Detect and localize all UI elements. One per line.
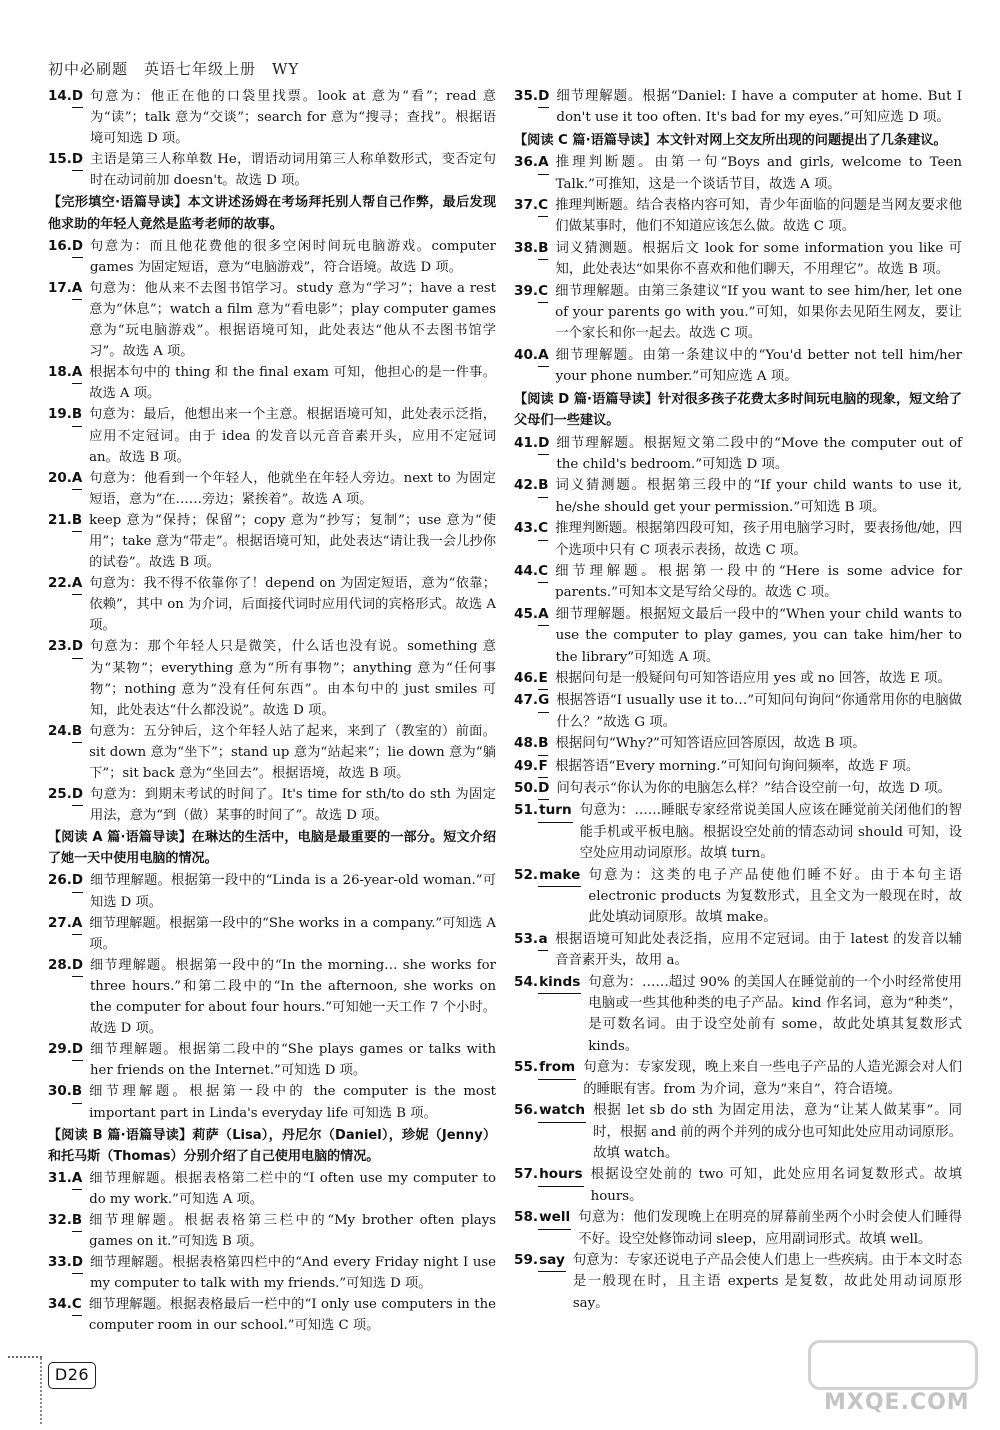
question-number — [514, 733, 555, 755]
answer-item — [48, 913, 496, 955]
answer-item — [514, 1164, 962, 1207]
question-index: 36. — [514, 154, 539, 171]
answer-key: D — [72, 86, 83, 108]
answer-key: D — [72, 1039, 83, 1061]
answer-item — [514, 152, 962, 195]
question-index: 59. — [514, 1251, 539, 1268]
answer-key: from — [538, 1057, 576, 1079]
answer-key: C — [538, 518, 548, 540]
answer-item — [48, 404, 496, 467]
question-number — [48, 1294, 89, 1316]
answer-item — [48, 955, 496, 1039]
left-column — [48, 86, 496, 1337]
question-index: 54. — [514, 973, 539, 990]
explanation-text: 细节理解题。由第一条建议中的“You'd better not tell him/her your phone number.”可知应选 A 项。 — [555, 347, 962, 385]
question-index: 49. — [514, 757, 539, 774]
explanation-text: 推理判断题。由第一句“Boys and girls, welcome to Teen Talk.”可推知，这是一个谈话节目，故选 A 项。 — [555, 155, 962, 192]
question-number — [514, 756, 555, 778]
answer-item — [514, 800, 962, 864]
question-number — [514, 690, 556, 712]
question-index: 39. — [514, 282, 539, 299]
question-number — [514, 865, 588, 887]
explanation-text: 推理判断题。根据第四段可知，孩子用电脑学习时，要表扬他/她，四个选项中只有 C 项表示表扬，故选 C 项。 — [555, 521, 962, 558]
answer-key: D — [72, 636, 83, 658]
answer-key: kinds — [538, 972, 581, 994]
question-number — [48, 86, 90, 108]
question-index: 58. — [514, 1209, 539, 1226]
question-index: 28. — [48, 957, 72, 973]
answer-item — [48, 1210, 496, 1252]
question-index: 43. — [514, 520, 539, 537]
explanation-text: 句意为：……超过 90% 的美国人在睡觉前的一个小时经常使用电脑或一些其他种类的电子产品。kind 作名词，意为“种类”，是可数名词。由于设空处前有 some，故此处填其复数形式 kinds。 — [588, 974, 962, 1054]
question-number — [48, 468, 89, 490]
answer-key: D — [72, 236, 83, 258]
explanation-text: keep 意为“保持；保留”；copy 意为“抄写；复制”；use 意为“使用”；take 意为“带走”。根据语境可知，此处表达“请让我一会儿抄你的试卷”。故选 B 项。 — [89, 512, 496, 571]
answer-key: B — [72, 1210, 82, 1232]
answer-item — [48, 1252, 496, 1294]
explanation-text: 细节理解题。根据表格第二栏中的“I often use my computer to do my work.”可知选 A 项。 — [89, 1170, 496, 1207]
question-index: 20. — [48, 470, 72, 486]
question-number — [514, 561, 555, 583]
answer-item — [514, 433, 962, 476]
question-index: 26. — [48, 873, 72, 889]
answer-key: C — [72, 1294, 82, 1316]
answer-item — [48, 1294, 496, 1336]
question-index: 41. — [514, 434, 539, 451]
answer-item — [48, 278, 496, 362]
question-index: 23. — [48, 639, 72, 655]
question-number — [48, 721, 89, 743]
question-index: 53. — [514, 930, 539, 947]
question-number — [514, 1250, 573, 1272]
question-index: 42. — [514, 477, 539, 494]
question-index: 37. — [514, 197, 539, 214]
question-number — [48, 636, 90, 658]
explanation-text: 根据答语“Every morning.”可知问句询问频率，故选 F 项。 — [555, 758, 920, 774]
question-index: 19. — [48, 407, 72, 423]
question-index: 29. — [48, 1042, 72, 1058]
explanation-text: 根据 let sb do sth 为固定用法，意为“让某人做某事”。同时，根据 and 前的两个并列的成分也可知此处应用动词原形。故填 watch。 — [593, 1103, 962, 1161]
answer-key: B — [72, 721, 82, 743]
question-index: 52. — [514, 866, 539, 883]
explanation-text: 句意为：专家还说电子产品会使人们患上一些疾病。由于本文时态是一般现在时，且主语 experts 是复数，故此处用动词原形 say。 — [572, 1252, 962, 1311]
explanation-text: 主语是第三人称单数 He，谓语动词用第三人称单数形式，变否定句时在动词前加 doesn't。故选 D 项。 — [89, 152, 496, 189]
cut-line-vertical — [40, 1358, 42, 1424]
answer-item — [514, 1207, 962, 1250]
answer-key: make — [538, 865, 581, 887]
question-number — [514, 1207, 578, 1229]
question-number — [48, 404, 89, 426]
answer-key: D — [72, 955, 83, 977]
question-index: 15. — [48, 152, 72, 168]
question-index: 27. — [48, 915, 72, 931]
answer-item — [514, 86, 962, 129]
answer-key: B — [72, 1081, 82, 1103]
book-header: 初中必刷题 英语七年级上册 WY — [48, 60, 300, 78]
question-index: 40. — [514, 346, 539, 363]
question-index: 18. — [48, 365, 72, 381]
answer-item — [48, 149, 496, 191]
answer-item — [48, 870, 496, 912]
answer-key: B — [538, 733, 548, 755]
explanation-text: 细节理解题。根据第一段中的“She works in a company.”可知选 A 项。 — [89, 915, 496, 952]
section-heading: 【阅读 C 篇·语篇导读】本文针对网上交友所出现的问题提出了几条建议。 — [514, 132, 947, 148]
answer-key: well — [538, 1207, 571, 1229]
answer-item — [514, 561, 962, 604]
answer-item — [514, 604, 962, 668]
answer-item — [514, 778, 962, 800]
answer-item — [48, 1168, 496, 1210]
explanation-text: 细节理解题。根据第一段中的 the computer is the most important part in Linda's everyday life 可知选 B 项。 — [89, 1084, 496, 1121]
answer-item — [48, 1039, 496, 1081]
answer-item — [48, 721, 496, 784]
answer-key: A — [72, 1168, 82, 1190]
answer-item — [514, 475, 962, 518]
explanation-text: 句意为：最后，他想出来一个主意。根据语境可知，此处表示泛指，应用不定冠词。由于 idea 的发音以元音音素开头，应用不定冠词 an。故选 B 项。 — [89, 407, 496, 465]
answer-key: A — [72, 913, 82, 935]
answer-key: A — [72, 468, 82, 490]
question-index: 56. — [514, 1102, 539, 1119]
question-number — [48, 1252, 90, 1274]
question-number — [48, 870, 90, 892]
answer-item — [514, 1250, 962, 1314]
answer-key: a — [538, 929, 548, 951]
answer-key: G — [538, 690, 549, 712]
explanation-text: 根据设空处前的 two 可知，此处应用名词复数形式。故填 hours。 — [590, 1167, 962, 1204]
question-number — [48, 784, 90, 806]
question-index: 16. — [48, 238, 72, 254]
explanation-text: 根据答语“I usually use it to…”可知问句询问“你通常用你的电脑做什么？”故选 G 项。 — [556, 693, 962, 730]
answer-key: A — [538, 152, 549, 174]
answer-item — [48, 362, 496, 404]
explanation-text: 细节理解题。根据短文第二段中的“Move the computer out of the child's bedroom.”可知选 D 项。 — [556, 435, 962, 472]
explanation-text: 句意为：而且他花费他的很多空闲时间玩电脑游戏。computer games 为固定短语，意为“电脑游戏”，符合语境。故选 D 项。 — [89, 238, 496, 275]
explanation-text: 根据本句中的 thing 和 the final exam 可知，他担心的是一件事。故选 A 项。 — [89, 365, 496, 402]
answer-item — [514, 1100, 962, 1164]
answer-key: C — [538, 561, 548, 583]
question-number — [48, 362, 89, 384]
explanation-text: 细节理解题。根据“Daniel: I have a computer at home. But I don't use it too often. It's bad for my eyes.”可知应选 D 项。 — [556, 89, 962, 126]
question-number — [514, 86, 556, 108]
answer-key: D — [72, 1252, 83, 1274]
answer-item — [514, 668, 962, 690]
question-number — [514, 433, 556, 455]
question-number — [514, 475, 555, 497]
answer-key: hours — [538, 1164, 584, 1186]
answer-key: A — [72, 278, 82, 300]
explanation-text: 推理判断题。结合表格内容可知，青少年面临的问题是当网友要求他们做某事时，他们不知道应该怎么做。故选 C 项。 — [555, 198, 962, 235]
explanation-text: 词义猜测题。根据第三段中的“If your child wants to use it, he/she should get your permission.”可知选 B 项。 — [555, 478, 962, 515]
explanation-text: 句意为：他们发现晚上在明亮的屏幕前坐两个小时会使人们睡得不好。设空处修饰动词 sleep，应用副词形式。故填 well。 — [578, 1210, 962, 1247]
answer-key: A — [72, 362, 82, 384]
answer-item — [514, 345, 962, 388]
section-heading: 【完形填空·语篇导读】本文讲述汤姆在考场拜托别人帮自己作弊，最后发现他求助的年轻人竟然是监考老师的故事。 — [48, 195, 496, 232]
answer-key: A — [72, 573, 82, 595]
answer-key: D — [538, 778, 549, 800]
question-number — [48, 1168, 89, 1190]
cut-line-dots — [8, 1356, 42, 1358]
answer-key: D — [538, 433, 549, 455]
answer-item — [514, 1057, 962, 1100]
answer-key: B — [72, 510, 82, 532]
explanation-text: 细节理解题。根据表格第三栏中的“My brother often plays games on it.”可知选 B 项。 — [89, 1212, 496, 1250]
question-number — [48, 510, 89, 532]
question-index: 31. — [48, 1170, 72, 1186]
answer-item — [514, 733, 962, 755]
question-index: 46. — [514, 669, 539, 686]
question-index: 30. — [48, 1084, 72, 1100]
answer-key: E — [538, 668, 548, 690]
explanation-text: 根据语境可知此处表泛指，应用不定冠词。由于 latest 的发音以辅音音素开头，故用 a。 — [555, 931, 962, 969]
watermark-logo-icon — [808, 1340, 978, 1390]
question-index: 22. — [48, 576, 72, 592]
answer-key: D — [72, 149, 83, 171]
section-heading: 【阅读 B 篇·语篇导读】莉萨（Lisa），丹尼尔（Daniel），珍妮（Jenny）和托马斯（Thomas）分别介绍了自己使用电脑的情况。 — [48, 1127, 496, 1164]
question-number — [514, 195, 555, 217]
answer-key: B — [72, 404, 82, 426]
question-number — [48, 955, 90, 977]
question-index: 48. — [514, 735, 539, 752]
question-number — [48, 1039, 90, 1061]
question-index: 50. — [514, 780, 539, 796]
explanation-text: 句意为：他从来不去图书馆学习。study 意为“学习”；have a rest 意为“休息”；watch a film 意为“看电影”；play computer games 意为“玩电脑游戏”。根据语境可知，此处表达“他从不去图书馆学习”。故选 A 项。 — [89, 280, 496, 360]
explanation-text: 细节理解题。根据第一段中的“Here is some advice for parents.”可知本文是写给父母的。故选 C 项。 — [555, 563, 962, 601]
question-index: 57. — [514, 1166, 539, 1183]
explanation-text: 句意为：……睡眠专家经常说美国人应该在睡觉前关闭他们的智能手机或平板电脑。根据设空处前的情态动词 should 可知，设空处应用动词原形。故填 turn。 — [579, 803, 962, 862]
question-number — [514, 238, 555, 260]
answer-key: C — [538, 195, 548, 217]
page-number: D26 — [48, 1362, 96, 1389]
question-index: 33. — [48, 1255, 72, 1271]
explanation-text: 句意为：这类的电子产品使他们睡不好。由于本句主语 electronic products 为复数形式，且全文为一般现在时，故此处填动词原形。故填 make。 — [588, 867, 962, 926]
explanation-text: 细节理解题。由第三条建议“If you want to see him/her, let one of your parents go with you.”可知，如果你去见陌生网友，要让一个家长和你一起去。故选 C 项。 — [555, 283, 962, 342]
question-number — [514, 1057, 583, 1079]
explanation-text: 句意为：专家发现，晚上来自一些电子产品的人造光源会对人们的睡眠有害。from 为介词，意为“来自”，符合语境。 — [583, 1060, 962, 1097]
question-index: 44. — [514, 562, 539, 579]
answer-key: D — [72, 784, 83, 806]
explanation-text: 根据问句是一般疑问句可知答语应用 yes 或 no 回答，故选 E 项。 — [555, 670, 951, 686]
question-index: 47. — [514, 692, 539, 709]
explanation-text: 句意为：到期末考试的时间了。It's time for sth/to do sth 为固定用法，意为“到（做）某事的时间了”。故选 D 项。 — [89, 787, 496, 824]
answer-key: watch — [538, 1100, 586, 1122]
answer-key: A — [538, 604, 549, 626]
answer-item — [514, 238, 962, 281]
answer-item — [514, 518, 962, 561]
answer-item — [514, 281, 962, 345]
section-heading: 【阅读 A 篇·语篇导读】在琳达的生活中，电脑是最重要的一部分。短文介绍了她一天中使用电脑的情况。 — [48, 830, 496, 867]
question-number — [48, 573, 89, 595]
watermark — [808, 1340, 978, 1420]
watermark-text: MXQE.COM — [824, 1390, 970, 1415]
question-number — [514, 929, 555, 951]
right-column — [514, 86, 962, 1314]
section-heading: 【阅读 D 篇·语篇导读】针对很多孩子花费太多时间玩电脑的现象，短文给了父母们一些建议。 — [514, 391, 962, 429]
explanation-text: 细节理解题。根据第二段中的“She plays games or talks with her friends on the Internet.”可知选 D 项。 — [89, 1042, 496, 1079]
question-number — [514, 800, 580, 822]
answer-key: say — [538, 1250, 566, 1272]
answer-key: A — [538, 345, 549, 367]
question-number — [48, 278, 89, 300]
answer-item — [48, 1081, 496, 1123]
answer-key: D — [538, 86, 549, 108]
answer-key: D — [72, 870, 83, 892]
question-number — [48, 1210, 89, 1232]
explanation-text: 细节理解题。根据第一段中的“In the morning… she works for three hours.”和第二段中的“In the afternoon, she works on the computer for about four hours.”可知她一天工作 7 个小时。故选 D 项。 — [89, 957, 496, 1037]
explanation-text: 句意为：五分钟后，这个年轻人站了起来，来到了（教室的）前面。sit down 意为“坐下”；stand up 意为“站起来”；lie down 意为“躺下”；sit back 意为“坐回去”。根据语境，故选 B 项。 — [89, 723, 496, 781]
answer-item — [48, 468, 496, 510]
question-number — [514, 281, 555, 303]
answer-item — [514, 756, 962, 778]
answer-key: F — [538, 756, 548, 778]
question-number — [514, 518, 555, 540]
answer-key: B — [538, 475, 548, 497]
question-number — [48, 149, 90, 171]
question-index: 45. — [514, 605, 539, 622]
answer-item — [514, 690, 962, 733]
question-number — [514, 152, 556, 174]
question-index: 51. — [514, 802, 539, 819]
answer-item — [48, 236, 496, 278]
explanation-text: 细节理解题。根据短文最后一段中的“When your child wants to use the computer to play games, you can take him/her to the library”可知选 A 项。 — [555, 606, 962, 665]
answer-item — [48, 510, 496, 573]
answer-item — [48, 573, 496, 636]
answer-key: turn — [538, 800, 573, 822]
question-number — [514, 668, 555, 690]
explanation-text: 句意为：他看到一个年轻人，他就坐在年轻人旁边。next to 为固定短语，意为“在……旁边；紧挨着”。故选 A 项。 — [89, 470, 496, 507]
question-index: 24. — [48, 723, 72, 739]
question-number — [48, 1081, 89, 1103]
question-index: 38. — [514, 239, 539, 256]
question-number — [514, 1100, 593, 1122]
answer-item — [48, 636, 496, 720]
explanation-text: 词义猜测题。根据后文 look for some information you like 可知，此处表达“如果你不喜欢和他们聊天，不用理它”。故选 B 项。 — [555, 240, 962, 278]
answer-item — [514, 929, 962, 972]
answer-item — [48, 86, 496, 149]
explanation-text: 细节理解题。根据第一段中的“Linda is a 26-year-old woman.”可知选 D 项。 — [89, 873, 496, 910]
question-index: 17. — [48, 280, 72, 296]
question-number — [514, 972, 588, 994]
answer-item — [514, 865, 962, 929]
question-index: 34. — [48, 1297, 72, 1313]
question-index: 32. — [48, 1212, 72, 1228]
answer-item — [514, 195, 962, 238]
answer-key: B — [538, 238, 548, 260]
question-number — [48, 913, 89, 935]
question-number — [514, 345, 556, 367]
question-index: 25. — [48, 787, 72, 803]
question-index: 21. — [48, 512, 72, 528]
explanation-text: 细节理解题。根据表格第四栏中的“And every Friday night I use my computer to talk with my friends.”可知选 D 项。 — [89, 1255, 496, 1292]
question-number — [48, 236, 90, 258]
answer-item — [48, 784, 496, 826]
question-number — [514, 778, 556, 800]
question-index: 14. — [48, 89, 72, 104]
explanation-text: 句意为：那个年轻人只是微笑，什么话也没有说。something 意为“某物”；everything 意为“所有事物”；anything 意为“任何事物”；nothing 意为“没有任何东西”。由本句中的 just smiles 可知，此处表达“什么都没说”。故选 D 项。 — [89, 639, 496, 718]
explanation-text: 问句表示“你认为你的电脑怎么样？”结合设空前一句，故选 D 项。 — [556, 781, 951, 796]
answer-item — [514, 972, 962, 1058]
explanation-text: 句意为：他正在他的口袋里找票。look at 意为“看”；read 意为“读”；talk 意为“交谈”；search for 意为“搜寻；查找”。根据语境可知选 D 项。 — [89, 89, 496, 147]
question-number — [514, 1164, 591, 1186]
question-index: 35. — [514, 88, 539, 104]
explanation-text: 句意为：我不得不依靠你了！depend on 为固定短语，意为“依靠；依赖”，其中 on 为介词，后面接代词时应用代词的宾格形式。故选 A 项。 — [89, 576, 496, 634]
explanation-text: 细节理解题。根据表格最后一栏中的“I only use computers in the computer room in our school.”可知选 C 项。 — [88, 1297, 496, 1334]
question-index: 55. — [514, 1059, 539, 1076]
question-number — [514, 604, 556, 626]
answer-key: C — [538, 281, 548, 303]
explanation-text: 根据问句“Why?”可知答语应回答原因，故选 B 项。 — [555, 736, 866, 752]
